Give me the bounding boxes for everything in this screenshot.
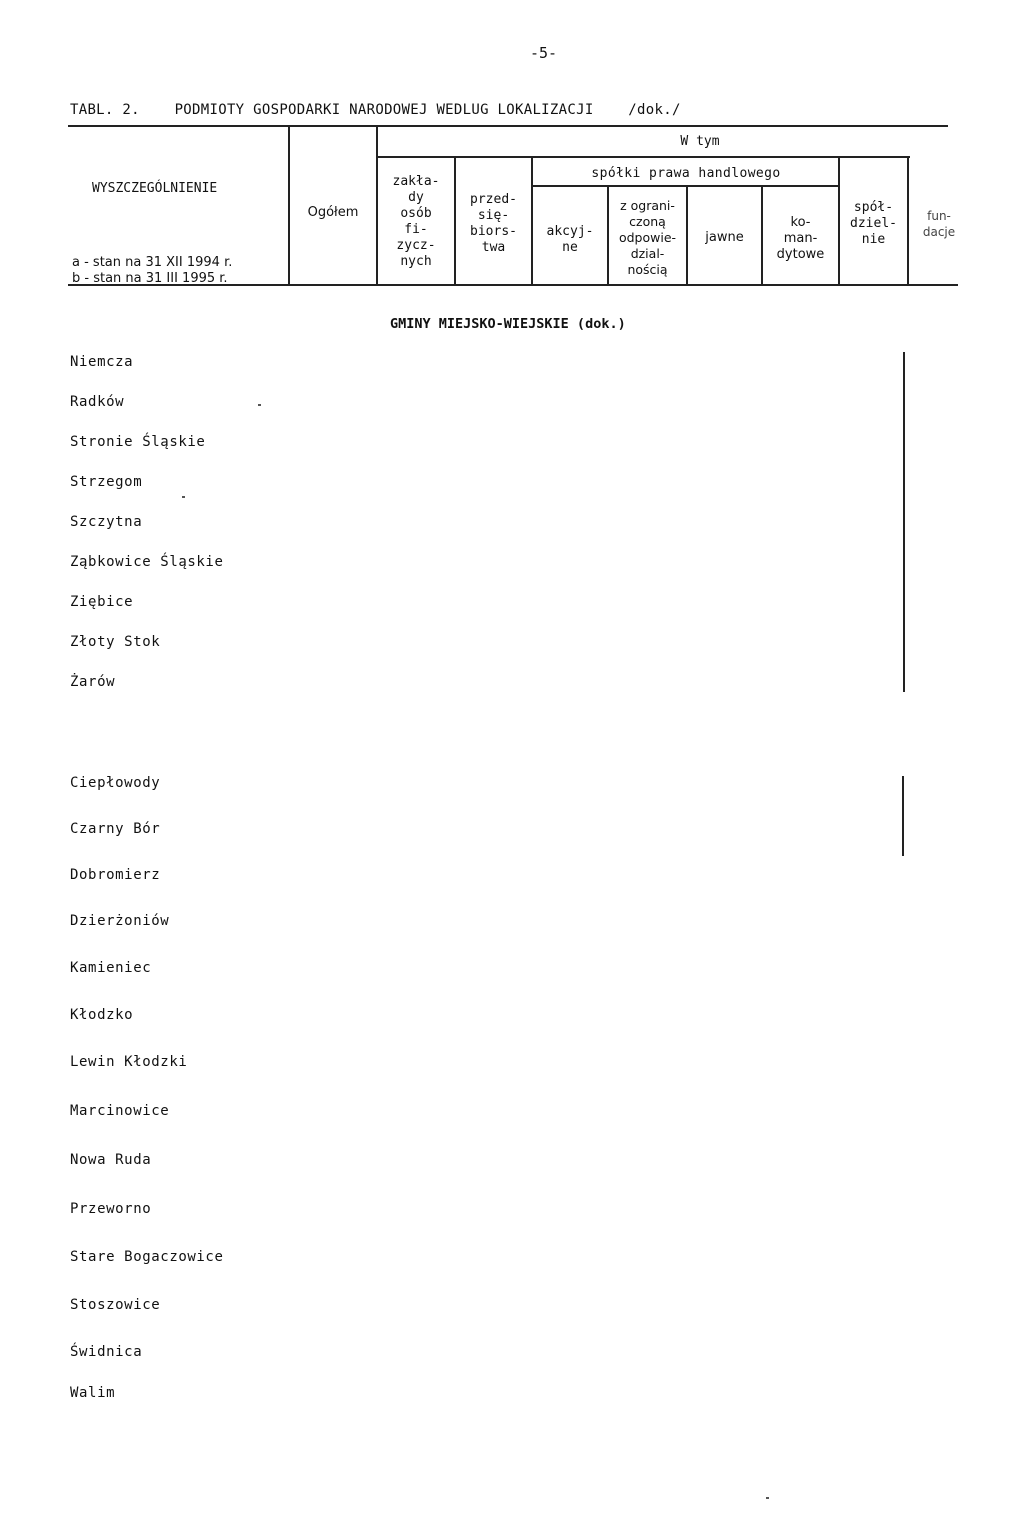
table-heading: PODMIOTY GOSPODARKI NARODOWEJ WEDLUG LOKALIZACJI	[174, 102, 594, 118]
row-label: Lewin Kłodzki	[70, 1054, 188, 1070]
row-label: Stare Bogaczowice	[70, 1249, 224, 1265]
page-number: -5-	[530, 44, 558, 62]
row-label: Ciepłowody	[70, 775, 161, 791]
row-label: Radków	[70, 394, 125, 410]
scan-speck	[258, 404, 261, 406]
spolki-rule	[532, 185, 838, 187]
col-w-tym: W tym	[680, 134, 720, 149]
row-label: Walim	[70, 1385, 116, 1401]
stub-note-a: a - stan na 31 XII 1994 r.	[72, 255, 233, 270]
col-spoldzielnie: spół- dziel- nie	[850, 200, 897, 247]
col-total: Ogółem	[307, 205, 359, 220]
row-label: Niemcza	[70, 354, 134, 370]
row-label: Ząbkowice Śląskie	[70, 554, 224, 570]
row-label: Nowa Ruda	[70, 1152, 152, 1168]
col-zaklady: zakła- dy osób fi- zycz- nych	[392, 174, 440, 269]
col-spolki-group: spółki prawa handlowego	[591, 166, 781, 181]
wtym-rule	[378, 156, 910, 158]
row-label: Kamieniec	[70, 960, 152, 976]
col-z-ograniczona: z ograni- czoną odpowie- dzial- nością	[618, 198, 677, 277]
row-label: Dobromierz	[70, 867, 161, 883]
row-label: Stronie Śląskie	[70, 434, 206, 450]
stub-heading: WYSZCZEGÓLNIENIE	[92, 181, 218, 196]
data-right-rule-2	[902, 776, 904, 856]
col-jawne: jawne	[705, 230, 744, 245]
row-label: Żarów	[70, 674, 116, 690]
row-label: Marcinowice	[70, 1103, 170, 1119]
table-label: TABL. 2.	[70, 102, 140, 118]
header-top-rule	[68, 125, 948, 127]
section-heading: GMINY MIEJSKO-WIEJSKIE (dok.)	[390, 316, 626, 332]
row-label: Przeworno	[70, 1201, 152, 1217]
col-przedsiebiorstwa: przed- się- biors- twa	[470, 192, 517, 255]
row-label: Kłodzko	[70, 1007, 134, 1023]
row-label: Złoty Stok	[70, 634, 161, 650]
scan-speck	[182, 496, 185, 498]
col-divider-przeds	[531, 156, 533, 285]
row-label: Strzegom	[70, 474, 143, 490]
row-label: Czarny Bór	[70, 821, 161, 837]
stub-note-b: b - stan na 31 III 1995 r.	[72, 271, 228, 286]
row-label: Stoszowice	[70, 1297, 161, 1313]
table-suffix: /dok./	[628, 102, 681, 118]
col-fundacje: fun- dacje	[922, 209, 956, 239]
row-label: Świdnica	[70, 1344, 143, 1360]
col-komandytowe: ko- man- dytowe	[776, 215, 825, 262]
row-label: Ziębice	[70, 594, 134, 610]
table-title	[70, 102, 707, 118]
row-label: Szczytna	[70, 514, 143, 530]
col-akcyjne: akcyj- ne	[546, 224, 594, 255]
data-right-rule-1	[903, 352, 905, 692]
scan-speck	[766, 1497, 769, 1499]
row-label: Dzierżoniów	[70, 913, 170, 929]
